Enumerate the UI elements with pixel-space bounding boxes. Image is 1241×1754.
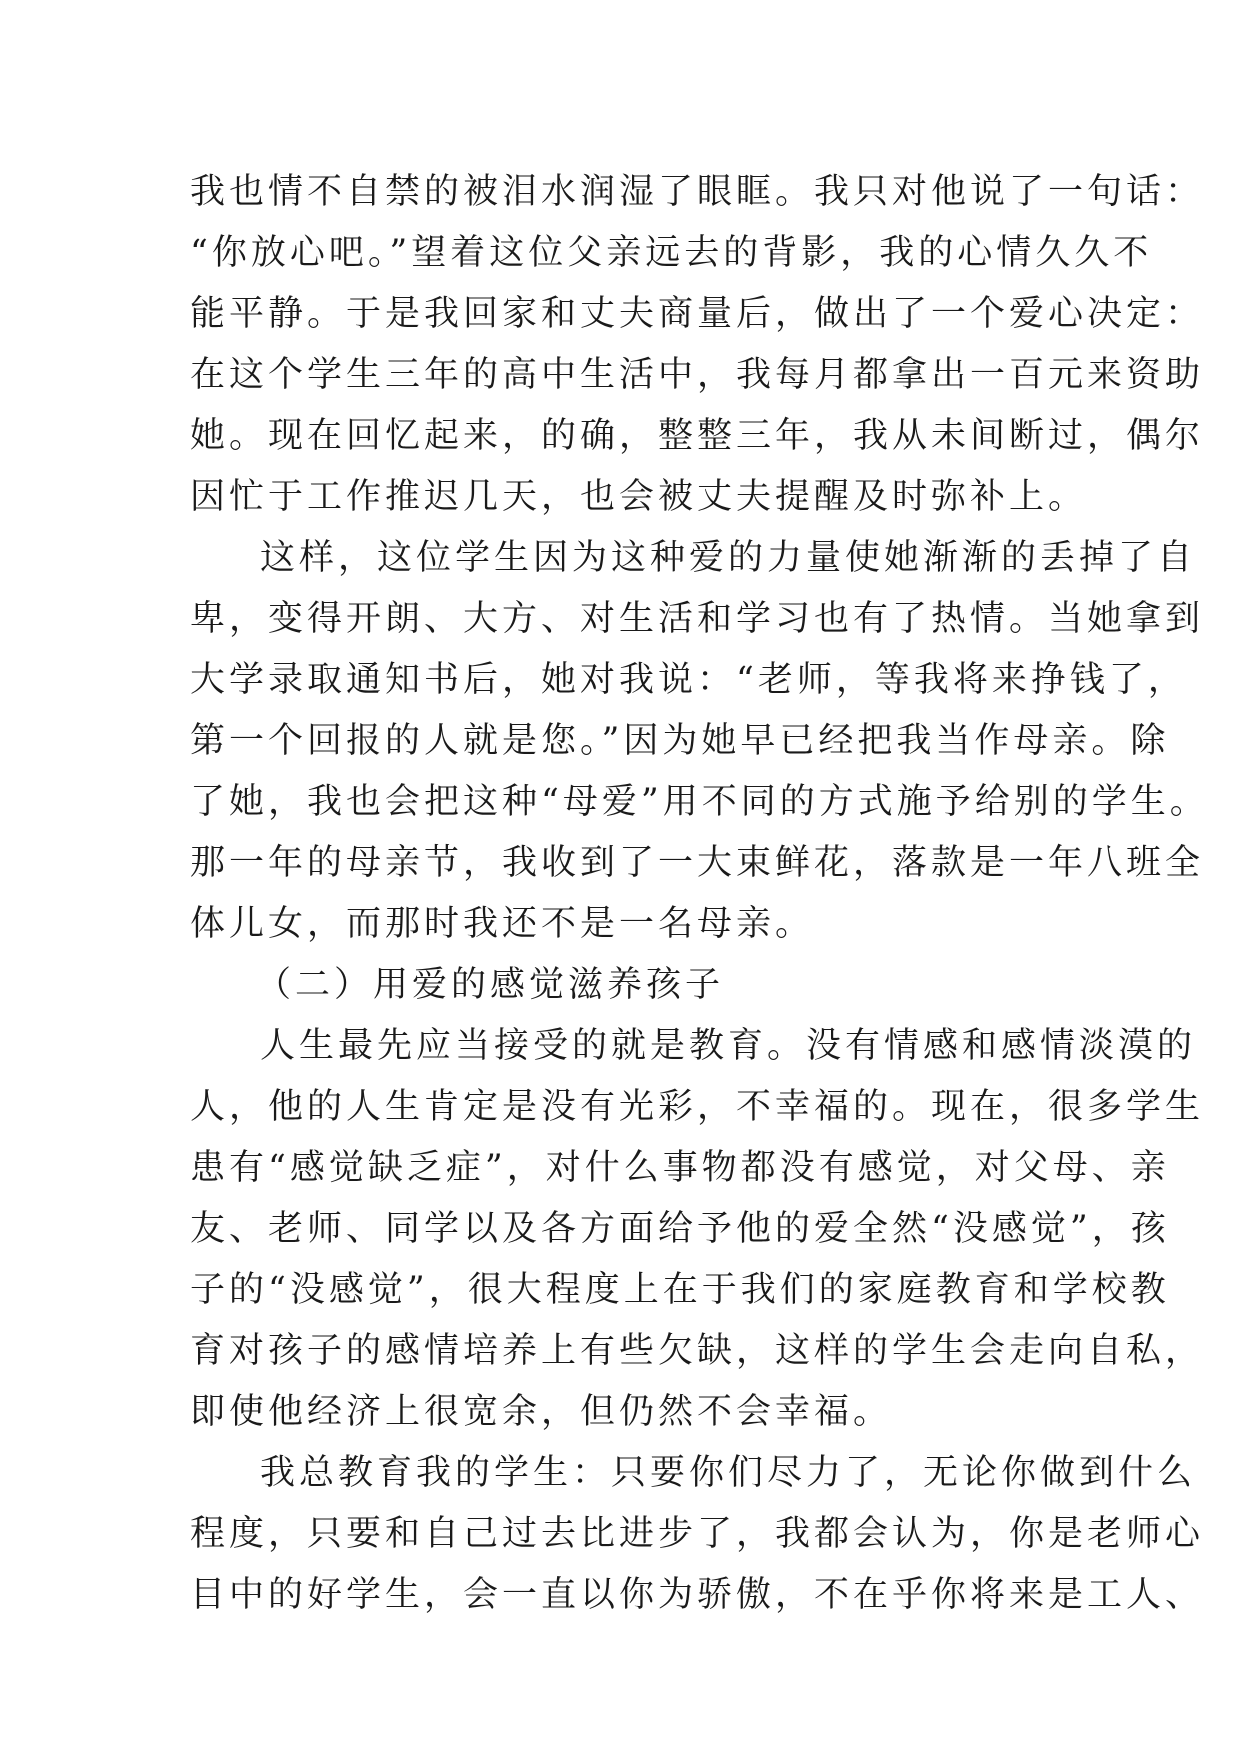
text-line: 子的“没感觉”，很大程度上在于我们的家庭教育和学校教	[190, 1270, 1170, 1310]
text-line: 患有“感觉缺乏症”，对什么事物都没有感觉，对父母、亲	[190, 1148, 1170, 1188]
text-line: 在这个学生三年的高中生活中，我每月都拿出一百元来资助	[190, 355, 1205, 395]
text-line: 能平静。于是我回家和丈夫商量后，做出了一个爱心决定：	[190, 294, 1205, 334]
text-line: 那一年的母亲节，我收到了一大束鲜花，落款是一年八班全	[190, 843, 1205, 883]
body-text	[190, 162, 1209, 1626]
text-line: 她。现在回忆起来，的确，整整三年，我从未间断过，偶尔	[190, 416, 1205, 456]
text-line: 人，他的人生肯定是没有光彩，不幸福的。现在，很多学生	[190, 1087, 1205, 1127]
text-line: “你放心吧。”望着这位父亲远去的背影，我的心情久久不	[190, 233, 1153, 273]
paragraph-start-line: 这样，这位学生因为这种爱的力量使她渐渐的丢掉了自	[260, 538, 1197, 578]
section-heading: （二）用爱的感觉滋养孩子	[256, 965, 725, 1005]
text-line: 目中的好学生，会一直以你为骄傲，不在乎你将来是工人、	[190, 1575, 1205, 1615]
text-line: 体儿女，而那时我还不是一名母亲。	[190, 904, 815, 944]
paragraph-start-line: 我总教育我的学生：只要你们尽力了，无论你做到什么	[260, 1453, 1197, 1493]
text-line: 即使他经济上很宽余，但仍然不会幸福。	[190, 1392, 893, 1432]
text-line: 因忙于工作推迟几天，也会被丈夫提醒及时弥补上。	[190, 477, 1088, 517]
text-line: 我也情不自禁的被泪水润湿了眼眶。我只对他说了一句话：	[190, 172, 1205, 212]
text-line: 了她，我也会把这种“母爱”用不同的方式施予给别的学生。	[190, 782, 1209, 822]
text-line: 大学录取通知书后，她对我说：“老师，等我将来挣钱了，	[190, 660, 1187, 700]
paragraph-start-line: 人生最先应当接受的就是教育。没有情感和感情淡漠的	[260, 1026, 1197, 1066]
text-line: 程度，只要和自己过去比进步了，我都会认为，你是老师心	[190, 1514, 1205, 1554]
text-line: 育对孩子的感情培养上有些欠缺，这样的学生会走向自私，	[190, 1331, 1205, 1371]
text-line: 第一个回报的人就是您。”因为她早已经把我当作母亲。除	[190, 721, 1170, 761]
text-line: 卑，变得开朗、大方、对生活和学习也有了热情。当她拿到	[190, 599, 1205, 639]
text-line: 友、老师、同学以及各方面给予他的爱全然“没感觉”，孩	[190, 1209, 1170, 1249]
